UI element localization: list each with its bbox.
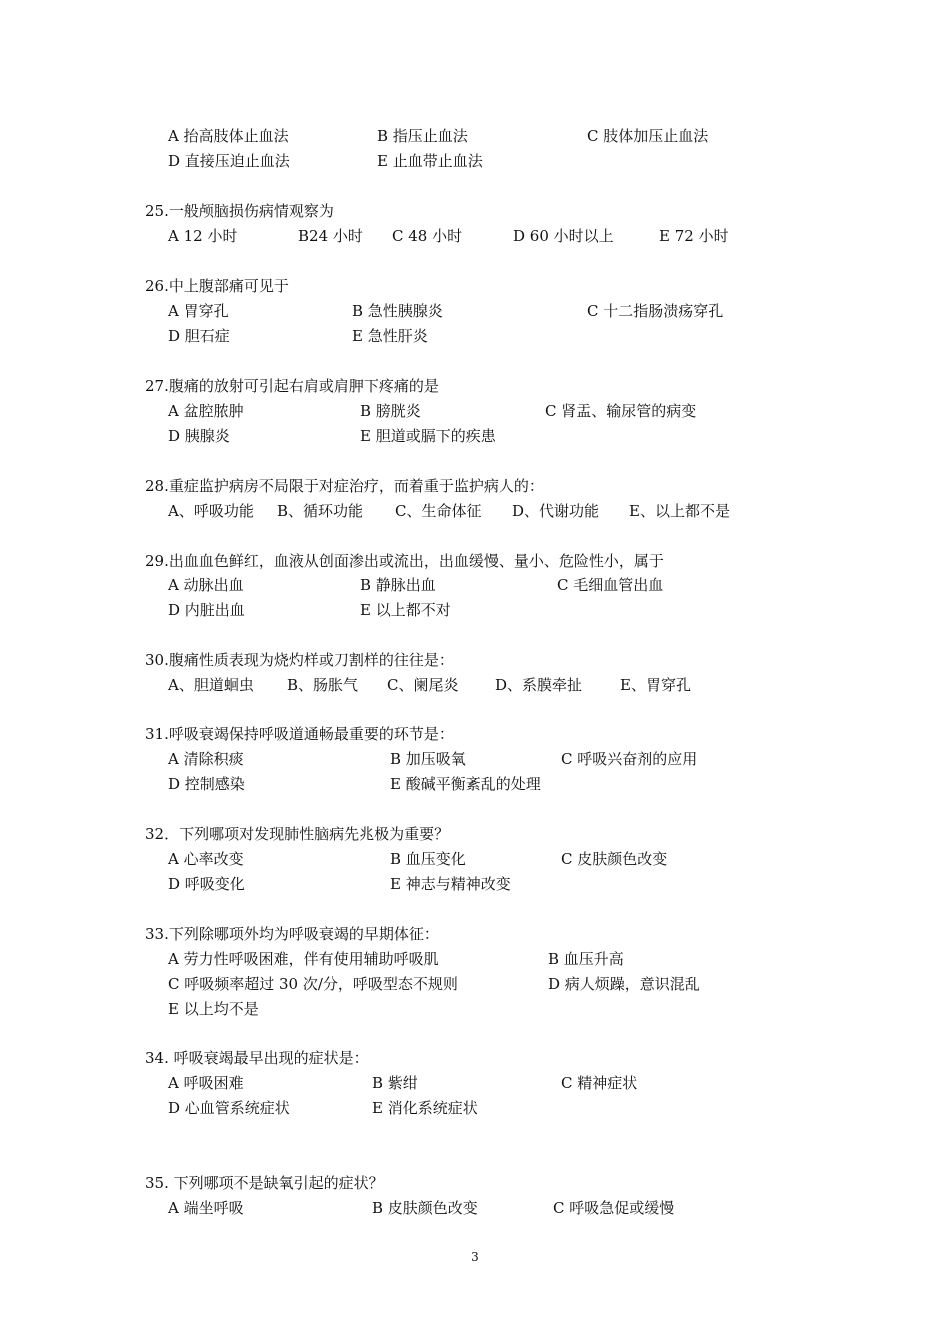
option-e: E 消化系统症状 bbox=[372, 1099, 478, 1117]
option-d: D、代谢功能 bbox=[512, 502, 600, 520]
option-d: D 控制感染 bbox=[168, 775, 245, 793]
option-e: E 酸碱平衡紊乱的处理 bbox=[390, 775, 541, 793]
option-c: C、生命体征 bbox=[395, 502, 482, 520]
option-a: A、胆道蛔虫 bbox=[168, 676, 254, 694]
option-c: C、阑尾炎 bbox=[387, 676, 459, 694]
option-a: A 抬高肢体止血法 bbox=[168, 127, 289, 145]
option-d: D 病人烦躁，意识混乱 bbox=[548, 975, 700, 993]
option-b: B 紫绀 bbox=[372, 1074, 418, 1092]
question-stem: 25.一般颅脑损伤病情观察为 bbox=[145, 202, 334, 220]
option-e: E 止血带止血法 bbox=[377, 152, 483, 170]
option-d: D 胰腺炎 bbox=[168, 427, 230, 445]
option-b: B 血压升高 bbox=[548, 950, 624, 968]
question-stem: 35. 下列哪项不是缺氧引起的症状？ bbox=[145, 1174, 384, 1192]
option-b: B、肠胀气 bbox=[287, 676, 359, 694]
option-a: A 端坐呼吸 bbox=[168, 1199, 244, 1217]
option-a: A 清除积痰 bbox=[168, 750, 244, 768]
question-stem: 34. 呼吸衰竭最早出现的症状是： bbox=[145, 1049, 369, 1067]
option-c: C 肾盂、输尿管的病变 bbox=[545, 402, 697, 420]
option-c: C 呼吸急促或缓慢 bbox=[553, 1199, 675, 1217]
question-stem: 31.呼吸衰竭保持呼吸道通畅最重要的环节是： bbox=[145, 725, 454, 743]
option-a: A 12 小时 bbox=[168, 227, 238, 245]
option-a: A 盆腔脓肿 bbox=[168, 402, 244, 420]
option-e: E 以上都不对 bbox=[360, 601, 451, 619]
option-c: C 精神症状 bbox=[561, 1074, 638, 1092]
option-b: B24 小时 bbox=[298, 227, 363, 245]
option-d: D 直接压迫止血法 bbox=[168, 152, 290, 170]
option-a: A、呼吸功能 bbox=[168, 502, 254, 520]
option-e: E、胃穿孔 bbox=[620, 676, 691, 694]
option-d: D 呼吸变化 bbox=[168, 875, 245, 893]
question-stem: 27.腹痛的放射可引起右肩或肩胛下疼痛的是 bbox=[145, 377, 439, 395]
option-e: E 急性肝炎 bbox=[352, 327, 428, 345]
option-c: C 皮肤颜色改变 bbox=[561, 850, 668, 868]
option-a: A 胃穿孔 bbox=[168, 302, 229, 320]
option-d: D 心血管系统症状 bbox=[168, 1099, 290, 1117]
option-b: B 血压变化 bbox=[390, 850, 466, 868]
option-c: C 呼吸兴奋剂的应用 bbox=[561, 750, 698, 768]
option-b: B、循环功能 bbox=[277, 502, 364, 520]
option-b: B 静脉出血 bbox=[360, 576, 436, 594]
option-d: D 60 小时以上 bbox=[513, 227, 614, 245]
option-c: C 呼吸频率超过 30 次/分，呼吸型态不规则 bbox=[168, 975, 458, 993]
option-d: D 胆石症 bbox=[168, 327, 230, 345]
question-stem: 30.腹痛性质表现为烧灼样或刀割样的往往是： bbox=[145, 651, 454, 669]
option-b: B 加压吸氧 bbox=[390, 750, 466, 768]
option-a: A 心率改变 bbox=[168, 850, 244, 868]
option-c: C 肢体加压止血法 bbox=[587, 127, 709, 145]
question-stem: 33.下列除哪项外均为呼吸衰竭的早期体征： bbox=[145, 925, 439, 943]
option-b: B 急性胰腺炎 bbox=[352, 302, 443, 320]
option-c: C 十二指肠溃疡穿孔 bbox=[587, 302, 724, 320]
option-a: A 劳力性呼吸困难，伴有使用辅助呼吸肌 bbox=[168, 950, 439, 968]
option-b: B 皮肤颜色改变 bbox=[372, 1199, 478, 1217]
question-stem: 26.中上腹部痛可见于 bbox=[145, 277, 289, 295]
question-stem: 32．下列哪项对发现肺性脑病先兆极为重要？ bbox=[145, 825, 450, 843]
question-stem: 29.出血血色鲜红，血液从创面渗出或流出，出血缓慢、量小、危险性小，属于 bbox=[145, 552, 664, 570]
option-a: A 呼吸困难 bbox=[168, 1074, 244, 1092]
option-e: E 72 小时 bbox=[659, 227, 729, 245]
option-e: E、以上都不是 bbox=[629, 502, 730, 520]
question-stem: 28.重症监护病房不局限于对症治疗，而着重于监护病人的： bbox=[145, 477, 544, 495]
option-c: C 48 小时 bbox=[392, 227, 463, 245]
page-number: 3 bbox=[471, 1250, 479, 1264]
option-e: E 以上均不是 bbox=[168, 1000, 259, 1018]
option-d: D、系膜牵扯 bbox=[495, 676, 583, 694]
option-b: B 膀胱炎 bbox=[360, 402, 421, 420]
option-a: A 动脉出血 bbox=[168, 576, 244, 594]
option-c: C 毛细血管出血 bbox=[557, 576, 664, 594]
option-b: B 指压止血法 bbox=[377, 127, 468, 145]
option-d: D 内脏出血 bbox=[168, 601, 245, 619]
option-e: E 胆道或膈下的疾患 bbox=[360, 427, 496, 445]
option-e: E 神志与精神改变 bbox=[390, 875, 511, 893]
